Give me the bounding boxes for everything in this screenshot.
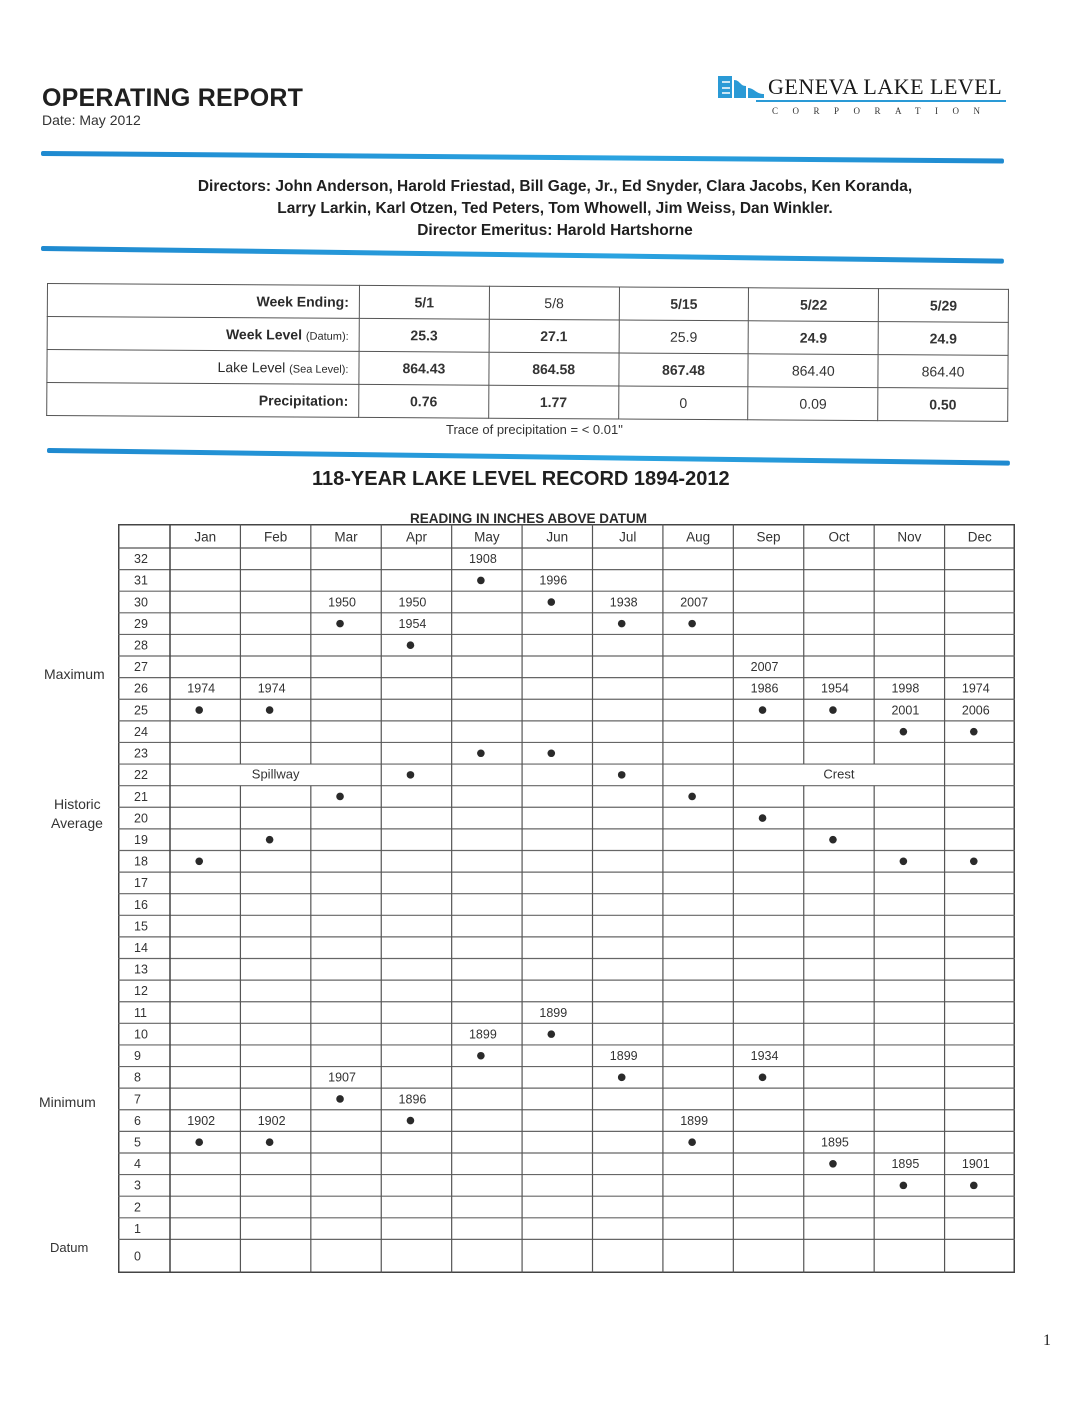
historic-average-point	[829, 836, 837, 844]
minimum-year-label: 1902	[187, 1113, 216, 1128]
average-label: Average	[51, 815, 103, 831]
record-grid-svg	[118, 524, 1015, 1273]
month-header-nov: Nov	[897, 529, 922, 545]
historic-average-point	[547, 749, 555, 757]
y-tick-label: 4	[134, 1157, 141, 1172]
minimum-point	[407, 1117, 415, 1125]
minimum-point	[829, 1160, 837, 1168]
minimum-point	[900, 1182, 908, 1190]
precip-cell: 0.50	[878, 388, 1008, 422]
maximum-point	[900, 728, 908, 736]
y-tick-label: 20	[134, 811, 148, 826]
y-tick-label: 22	[134, 768, 148, 783]
minimum-point	[688, 1138, 696, 1146]
spillway-annotation: Spillway	[251, 766, 300, 782]
minimum-year-label: 1899	[680, 1113, 709, 1128]
minimum-year-label: 1934	[750, 1049, 779, 1064]
maximum-point	[477, 577, 485, 585]
maximum-point	[336, 620, 344, 628]
week-level-cell: 25.9	[619, 320, 749, 354]
report-date: Date: May 2012	[42, 112, 141, 128]
lake-level-cell: 867.48	[618, 353, 748, 387]
maximum-year-label: 1950	[328, 595, 356, 610]
maximum-year-label: 1996	[539, 573, 568, 588]
divider-rule	[41, 246, 1004, 264]
week-ending-cell: 5/29	[878, 289, 1008, 323]
y-tick-label: 1	[134, 1221, 141, 1236]
week-ending-cell: 5/22	[749, 288, 879, 322]
maximum-point	[688, 620, 696, 628]
y-tick-label: 25	[134, 703, 148, 718]
y-tick-label: 30	[134, 595, 148, 610]
week-ending-cell: 5/1	[359, 285, 489, 319]
y-tick-label: 15	[134, 919, 148, 934]
minimum-year-label: 1899	[609, 1049, 638, 1064]
record-title: 118-YEAR LAKE LEVEL RECORD 1894-2012	[312, 468, 730, 490]
month-header-apr: Apr	[405, 529, 427, 545]
week-level-cell: 24.9	[748, 321, 878, 355]
directors-line-1: Directors: John Anderson, Harold Friestad, Bill Gage, Jr., Ed Snyder, Clara Jacobs, Ken Koranda,	[197, 178, 913, 195]
y-tick-label: 3	[134, 1178, 141, 1193]
week-ending-cell: 5/15	[619, 287, 749, 321]
week-level-cell: 25.3	[359, 318, 489, 352]
maximum-year-label: 1986	[750, 681, 779, 696]
y-tick-label: 26	[134, 681, 148, 696]
week-level-cell: 27.1	[489, 319, 619, 353]
maximum-year-label: 1938	[609, 595, 638, 610]
y-tick-label: 6	[134, 1113, 141, 1128]
y-tick-label: 23	[134, 746, 148, 761]
page-number: 1	[1043, 1332, 1051, 1349]
minimum-point	[618, 1074, 626, 1082]
lake-level-cell: 864.40	[748, 354, 878, 388]
maximum-year-label: 1998	[891, 681, 920, 696]
y-tick-label: 8	[134, 1070, 141, 1085]
y-tick-label: 12	[134, 984, 148, 999]
historic-average-point	[688, 793, 696, 801]
minimum-point	[195, 1138, 203, 1146]
minimum-point	[336, 1095, 344, 1103]
divider-rule	[47, 448, 1010, 466]
maximum-point	[547, 598, 555, 606]
maximum-year-label: 2007	[680, 595, 709, 610]
maximum-year-label: 2007	[750, 660, 779, 675]
week-ending-cell: 5/8	[489, 286, 619, 320]
table-row	[47, 383, 1008, 422]
company-logo	[716, 72, 1006, 122]
maximum-label: Maximum	[44, 666, 105, 682]
row-label	[47, 317, 359, 352]
minimum-year-label: 1895	[891, 1157, 920, 1172]
historic-average-point	[407, 771, 415, 779]
maximum-year-label: 1950	[398, 595, 427, 610]
week-level-cell: 24.9	[878, 322, 1008, 356]
month-header-oct: Oct	[828, 529, 850, 545]
minimum-label: Minimum	[39, 1094, 96, 1110]
row-label-unit: (Sea Level):	[289, 363, 349, 376]
y-tick-label: 14	[134, 941, 148, 956]
historic-average-point	[900, 857, 908, 865]
historic-average-point	[759, 814, 767, 822]
maximum-year-label: 1954	[821, 681, 849, 696]
grid-border	[119, 525, 1015, 1273]
maximum-point	[266, 706, 274, 714]
lake-level-cell: 864.40	[878, 355, 1008, 389]
maximum-point	[759, 706, 767, 714]
row-label-text: Week Level	[225, 326, 303, 343]
lake-level-record-chart	[118, 524, 1015, 1273]
logo-subtitle: CORPORATION	[772, 106, 995, 116]
month-header-jun: Jun	[546, 529, 569, 545]
row-label: Week Ending:	[47, 284, 359, 319]
historic-average-point	[266, 836, 274, 844]
minimum-point	[477, 1052, 485, 1060]
row-label-unit: (Datum):	[305, 330, 349, 343]
precip-trace-note: Trace of precipitation = < 0.01"	[446, 422, 623, 437]
y-tick-label: 27	[134, 660, 148, 675]
month-header-mar: Mar	[334, 529, 358, 545]
lake-level-cell: 864.43	[359, 351, 489, 385]
y-tick-label: 0	[134, 1249, 141, 1264]
y-tick-label: 31	[134, 573, 148, 588]
lake-level-cell: 864.58	[489, 352, 619, 386]
y-tick-label: 5	[134, 1135, 141, 1150]
minimum-point	[547, 1030, 555, 1038]
maximum-point	[970, 728, 978, 736]
row-label	[47, 350, 359, 385]
minimum-year-label: 1902	[257, 1113, 286, 1128]
minimum-point	[970, 1182, 978, 1190]
maximum-year-label: 1974	[961, 681, 990, 696]
maximum-year-label: 1908	[468, 552, 497, 567]
maximum-point	[618, 620, 626, 628]
maximum-point	[195, 706, 203, 714]
month-header-feb: Feb	[263, 529, 288, 545]
maximum-point	[829, 706, 837, 714]
minimum-point	[266, 1138, 274, 1146]
divider-rule	[41, 151, 1004, 164]
y-tick-label: 9	[134, 1049, 141, 1064]
precip-cell: 0	[618, 386, 748, 420]
month-header-jan: Jan	[194, 529, 217, 545]
historic-average-point	[477, 749, 485, 757]
directors-line-2: Larry Larkin, Karl Otzen, Ted Peters, Tom Whowell, Jim Weiss, Dan Winkler.	[277, 200, 833, 217]
minimum-point	[759, 1074, 767, 1082]
month-header-may: May	[474, 529, 500, 545]
historic-average-point	[970, 857, 978, 865]
minimum-year-label: 1899	[468, 1027, 497, 1042]
datum-label: Datum	[50, 1240, 89, 1255]
precip-cell: 0.76	[359, 384, 489, 418]
historic-average-point	[336, 793, 344, 801]
historic-average-point	[618, 771, 626, 779]
y-tick-label: 21	[134, 789, 148, 804]
maximum-point	[407, 641, 415, 649]
y-tick-label: 32	[134, 552, 148, 567]
logo-underline	[756, 100, 1006, 102]
y-tick-label: 29	[134, 616, 148, 631]
month-header-dec: Dec	[967, 529, 992, 545]
y-tick-label: 28	[134, 638, 148, 653]
month-header-sep: Sep	[756, 529, 781, 545]
minimum-year-label: 1896	[398, 1092, 427, 1107]
director-emeritus: Director Emeritus: Harold Hartshorne	[417, 222, 693, 239]
crest-annotation: Crest	[823, 766, 855, 782]
maximum-year-label: 1954	[398, 616, 427, 631]
month-header-jul: Jul	[619, 529, 637, 545]
y-tick-label: 16	[134, 897, 148, 912]
directors-list	[120, 176, 990, 242]
y-tick-label: 17	[134, 876, 148, 891]
wave-logo-icon	[716, 72, 764, 100]
record-subtitle: READING IN INCHES ABOVE DATUM	[410, 511, 648, 526]
maximum-year-label: 1974	[257, 681, 286, 696]
y-tick-label: 11	[134, 1005, 147, 1020]
y-tick-label: 2	[134, 1200, 141, 1215]
maximum-year-label: 2001	[891, 703, 920, 718]
y-tick-label: 19	[134, 832, 148, 847]
historic-average-point	[195, 857, 203, 865]
y-tick-label: 24	[134, 724, 148, 739]
row-label: Precipitation:	[47, 383, 359, 418]
historic-label: Historic	[54, 796, 101, 812]
y-tick-label: 10	[134, 1027, 148, 1042]
minimum-year-label: 1907	[328, 1070, 356, 1085]
maximum-year-label: 1974	[187, 681, 216, 696]
minimum-year-label: 1899	[539, 1005, 568, 1020]
y-tick-label: 13	[134, 962, 148, 977]
precip-cell: 1.77	[488, 385, 618, 419]
y-tick-label: 7	[134, 1092, 141, 1107]
minimum-year-label: 1901	[961, 1157, 990, 1172]
report-title: OPERATING REPORT	[42, 84, 304, 112]
maximum-year-label: 2006	[961, 703, 990, 718]
weekly-levels-table	[46, 283, 1009, 422]
minimum-year-label: 1895	[821, 1135, 849, 1150]
month-header-aug: Aug	[686, 529, 711, 545]
y-tick-label: 18	[134, 854, 148, 869]
row-label-text: Lake Level	[217, 359, 286, 376]
precip-cell: 0.09	[748, 387, 878, 421]
logo-name: GENEVA LAKE LEVEL	[768, 74, 1003, 99]
